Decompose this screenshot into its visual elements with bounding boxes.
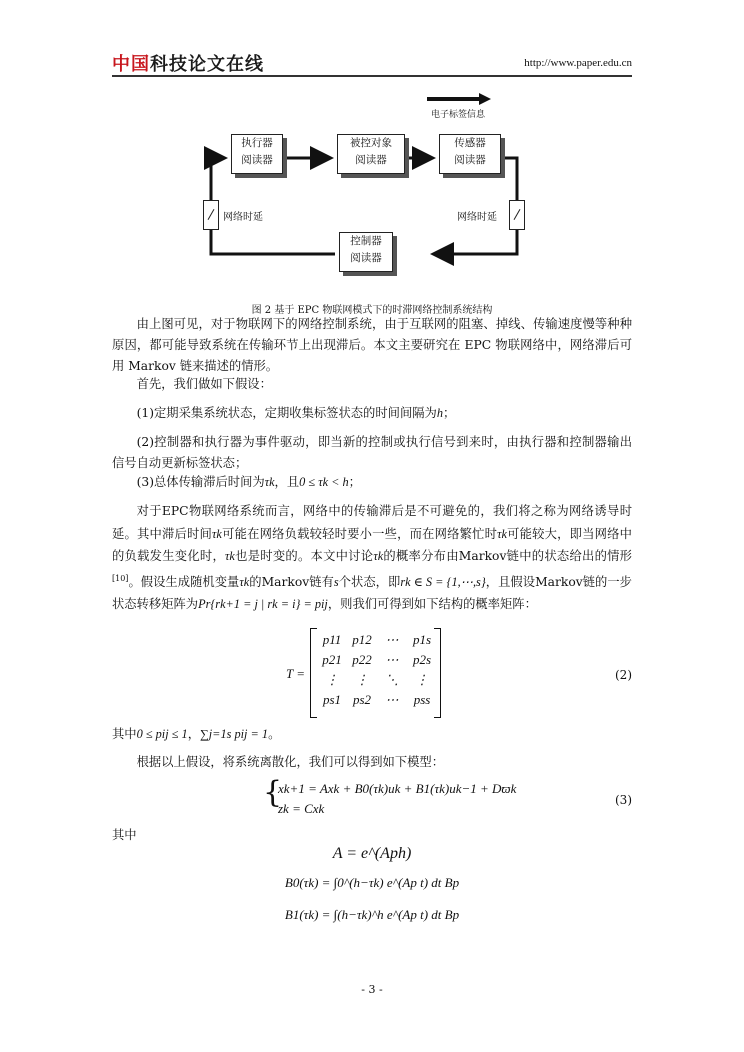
figure-caption: 图 2 基于 EPC 物联网模式下的时滞网络控制系统结构 [251,305,493,316]
matrix-left-bracket [310,628,317,718]
matrix-cell: ps2 [352,692,372,707]
controller-label: 控制器 [350,235,382,247]
actuator-reader-box [231,134,283,174]
logo-part-red: 中国 [112,54,150,75]
matrix-cell: p22 [352,652,372,667]
matrix-lhs: T = [286,666,306,681]
header-divider [112,75,632,77]
transition-probability: Pr{rk+1 = j | rk = i} = pij [198,597,328,612]
right-delay-label: 网络时延 [457,212,497,223]
tau-3: τk [225,549,235,563]
markov-text-b: 可能在网络负载较轻时要小一些，而在网络繁忙时 [221,526,498,541]
constraints-sep: ， [187,727,200,741]
state-count-symbol: s [333,574,339,589]
matrix-cell: ⋯ [385,692,399,707]
assumption-3 [112,472,632,493]
assumption-1-symbol: h [436,406,443,420]
markov-text-c: 可能较大，即当网络中的负载发生变化时， [112,526,632,563]
matrix-cell: p2s [412,652,432,667]
plant-reader-label: 阅读器 [355,154,387,166]
assumption-2: (2)控制器和执行器为事件驱动，即当新的控制或执行信号到来时，由执行器和控制器输出信号自动更新标签状态； [112,435,632,470]
matrix-cell: ⋯ [385,632,399,647]
left-delay-block [203,200,219,230]
paragraph-where: 其中 [112,828,137,842]
paragraph-markov [112,500,632,616]
matrix-cell: p21 [322,652,342,667]
right-delay-block [509,200,525,230]
state-set: rk ∈ S = {1,⋯,s} [400,574,486,589]
matrix-cell: p11 [322,632,342,647]
markov-text-d: 也是时变的。本文中讨论 [234,549,374,563]
arrow-label: 电子标签信息 [431,110,486,120]
matrix-cell: ⋮ [355,672,369,687]
matrix-cell: ⋮ [415,672,429,687]
assumption-3-end: ； [348,475,361,489]
equation-3-number: (3) [615,793,632,807]
journal-logo [112,50,264,76]
paragraph-model-lead: 根据以上假设，将系统离散化，我们可以得到如下模型： [136,755,445,769]
matrix-cell: ⋯ [385,652,399,667]
matrix-cell: p12 [352,632,372,647]
assumption-3-mid: ，且 [274,475,300,489]
assumption-1-end: ； [443,406,456,420]
tau-5: τk [239,574,250,589]
constraint-bounds: 0 ≤ pij ≤ 1 [136,727,188,741]
markov-text-e: 的概率分布由Markov链中的状态给出的情形 [383,549,632,563]
matrix-cell: ps1 [322,692,342,707]
assumption-1 [112,403,632,424]
tau-4: τk [373,549,384,563]
matrix-cell: pss [413,692,431,707]
sensor-label: 传感器 [454,137,486,149]
tau-1: τk [212,526,222,541]
constraints-lead: 其中 [112,727,137,741]
system-brace: { [263,775,283,810]
plant-reader-box [337,134,405,174]
markov-text-g: 的Markov链有 [249,574,334,589]
matrix-cell: p1s [412,632,432,647]
actuator-label: 执行器 [241,137,273,149]
equation-B1: B1(τk) = ∫(h−τk)^h e^(Ap t) dt Bp [284,907,460,922]
plant-label: 被控对象 [350,137,392,149]
page-number: - 3 - [361,983,383,996]
header-url[interactable]: http://www.paper.edu.cn [524,57,632,69]
equation-2-number: (2) [615,668,632,682]
output-equation: zk = Cxk [278,801,325,816]
tau-2: τk [497,526,507,541]
sensor-reader-box [439,134,501,174]
paragraph-intro: 由上图可见，对于物联网下的网络控制系统，由于互联网的阻塞、掉线、传输速度慢等种种原因，都可能导致系统在传输环节上出现滞后。本文主要研究在 EPC 物联网络中，网络滞后可用 Markov 链来描述的情形。 [112,317,632,373]
left-delay-label: 网络时延 [223,212,263,223]
controller-reader-label: 阅读器 [350,252,382,264]
markov-text-h: 个状态，即 [338,574,401,589]
markov-text-i: ，且假设Markov链的一步状态转移矩阵为 [112,574,632,612]
matrix-cell: ⋱ [385,672,399,687]
markov-text-a: 对于EPC物联网络系统而言，网络中的传输滞后是不可避免的，我们将之称为网络诱导时延。其中滞后时间 [112,504,632,541]
assumption-1-text: (1)定期采集系统状态，定期收集标签状态的时间间隔为 [136,406,437,420]
constraint-sum: ∑j=1s pij = 1 [200,727,269,741]
matrix-constraints [112,724,632,745]
sensor-reader-label: 阅读器 [454,154,486,166]
matrix-cell: ⋮ [325,672,339,687]
logo-part-dark: 科技论文在线 [150,54,264,75]
actuator-reader-label: 阅读器 [241,154,273,166]
assumption-3-inequality: 0 ≤ τk < h [299,475,349,489]
paragraph-assumption-lead: 首先，我们做如下假设： [136,377,272,391]
equation-A: A = e^(Aph) [332,845,412,862]
equation-B0: B0(τk) = ∫0^(h−τk) e^(Ap t) dt Bp [284,875,460,890]
citation-ref[interactable]: [10] [112,573,129,583]
state-equation: xk+1 = Axk + B0(τk)uk + B1(τk)uk−1 + Dϖk [278,781,517,796]
markov-text-j: ，则我们可得到如下结构的概率矩阵： [327,597,537,612]
controller-reader-box [339,232,393,272]
markov-text-f: 。假设生成随机变量 [128,574,240,589]
assumption-3-text: (3)总体传输滞后时间为 [136,475,265,489]
system-diagram [195,92,550,292]
constraints-end: 。 [268,727,281,741]
assumption-3-tau: τk [264,475,275,489]
